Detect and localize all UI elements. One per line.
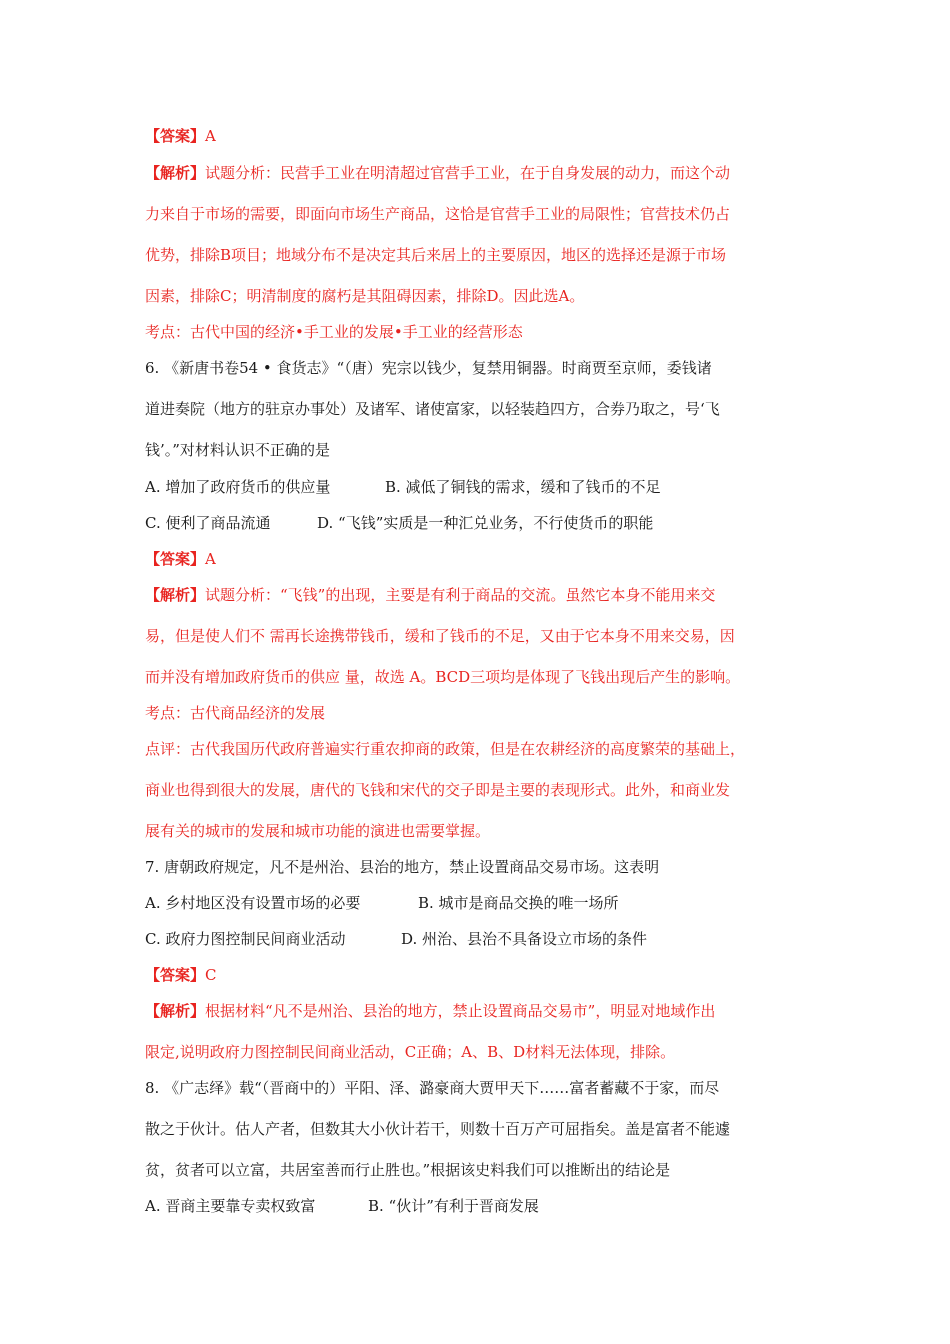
q8-stem-line-1: 8. 《广志绎》载“（晋商中的）平阳、泽、潞豪商大贾甲天下……富者蓄藏不于家，而尽 (145, 1079, 720, 1097)
q6-analysis-line-2: 易，但是使人们不 需再长途携带钱币，缓和了钱币的不足，又由于它本身不用来交易，因 (145, 627, 735, 645)
q8-option-b: B. “伙计”有利于晋商发展 (368, 1197, 539, 1215)
analysis-text: 试题分析：“飞钱”的出现，主要是有利于商品的交流。虽然它本身不能用来交 (205, 586, 716, 604)
q7-option-a: A. 乡村地区没有设置市场的必要 (145, 894, 361, 912)
q6-option-a: A. 增加了政府货币的供应量 (145, 478, 331, 496)
q5-analysis-line-2: 力来自于市场的需要，即面向市场生产商品，这恰是官营手工业的局限性；官营技术仍占 (145, 205, 731, 223)
analysis-tag: 【解析】 (145, 164, 206, 182)
q7-answer (145, 965, 810, 985)
analysis-text: 根据材料“凡不是州治、县治的地方，禁止设置商品交易市”，明显对地域作出 (205, 1002, 716, 1020)
q7-analysis-line-1 (145, 1001, 810, 1021)
q6-kaodian: 考点：古代商品经济的发展 (145, 704, 326, 722)
q5-answer (145, 126, 810, 146)
answer-value: C (205, 966, 217, 984)
q5-analysis-line-1 (145, 163, 810, 183)
q6-answer (145, 549, 810, 569)
analysis-tag: 【解析】 (145, 586, 206, 604)
q5-analysis-line-4: 因素，排除C；明清制度的腐朽是其阻碍因素，排除D。因此选A。 (145, 287, 585, 305)
answer-tag: 【答案】 (145, 127, 206, 145)
q6-option-b: B. 减低了铜钱的需求，缓和了钱币的不足 (385, 478, 661, 496)
q6-analysis-line-1 (145, 585, 810, 605)
analysis-tag: 【解析】 (145, 1002, 206, 1020)
q5-kaodian: 考点：古代中国的经济•手工业的发展•手工业的经营形态 (145, 323, 523, 341)
q8-stem-line-2: 散之于伙计。估人产者，但数其大小伙计若干，则数十百万产可屈指矣。盖是富者不能遽 (145, 1120, 731, 1138)
q8-option-a: A. 晋商主要靠专卖权致富 (145, 1197, 316, 1215)
q6-option-d: D. “飞钱”实质是一种汇兑业务，不行使货币的职能 (317, 514, 654, 532)
answer-tag: 【答案】 (145, 966, 206, 984)
q5-analysis-line-3: 优势，排除B项目；地域分布不是决定其后来居上的主要原因，地区的选择还是源于市场 (145, 246, 727, 264)
analysis-text: 试题分析：民营手工业在明清超过官营手工业，在于自身发展的动力，而这个动 (205, 164, 731, 182)
answer-value: A (205, 127, 216, 145)
answer-value: A (205, 550, 216, 568)
q6-dianping-line-3: 展有关的城市的发展和城市功能的演进也需要掌握。 (145, 822, 491, 840)
answer-tag: 【答案】 (145, 550, 206, 568)
q6-option-c: C. 便利了商品流通 (145, 514, 271, 532)
q8-stem-line-3: 贫，贫者可以立富，共居室善而行止胜也。”根据该史料我们可以推断出的结论是 (145, 1161, 671, 1179)
q7-option-b: B. 城市是商品交换的唯一场所 (418, 894, 619, 912)
q6-stem-line-1: 6. 《新唐书卷54 • 食货志》“（唐）宪宗以钱少，复禁用铜器。时商贾至京师，委钱诸 (145, 359, 712, 377)
q7-option-c: C. 政府力图控制民间商业活动 (145, 930, 346, 948)
q6-dianping-line-2: 商业也得到很大的发展，唐代的飞钱和宋代的交子即是主要的表现形式。此外，和商业发 (145, 781, 731, 799)
q7-stem: 7. 唐朝政府规定，凡不是州治、县治的地方，禁止设置商品交易市场。这表明 (145, 858, 660, 876)
q6-dianping-line-1: 点评：古代我国历代政府普遍实行重农抑商的政策，但是在农耕经济的高度繁荣的基础上， (145, 740, 746, 758)
q6-stem-line-2: 道进奏院（地方的驻京办事处）及诸军、诸使富家，以轻装趋四方，合券乃取之，号‘飞 (145, 400, 720, 418)
q6-analysis-line-3: 而并没有增加政府货币的供应 量，故选 A。BCD三项均是体现了飞钱出现后产生的影响。 (145, 668, 741, 686)
q6-stem-line-3: 钱’。”对材料认识不正确的是 (145, 441, 330, 459)
q7-option-d: D. 州治、县治不具备设立市场的条件 (401, 930, 648, 948)
q7-analysis-line-2: 限定,说明政府力图控制民间商业活动，C正确；A、B、D材料无法体现，排除。 (145, 1043, 676, 1061)
